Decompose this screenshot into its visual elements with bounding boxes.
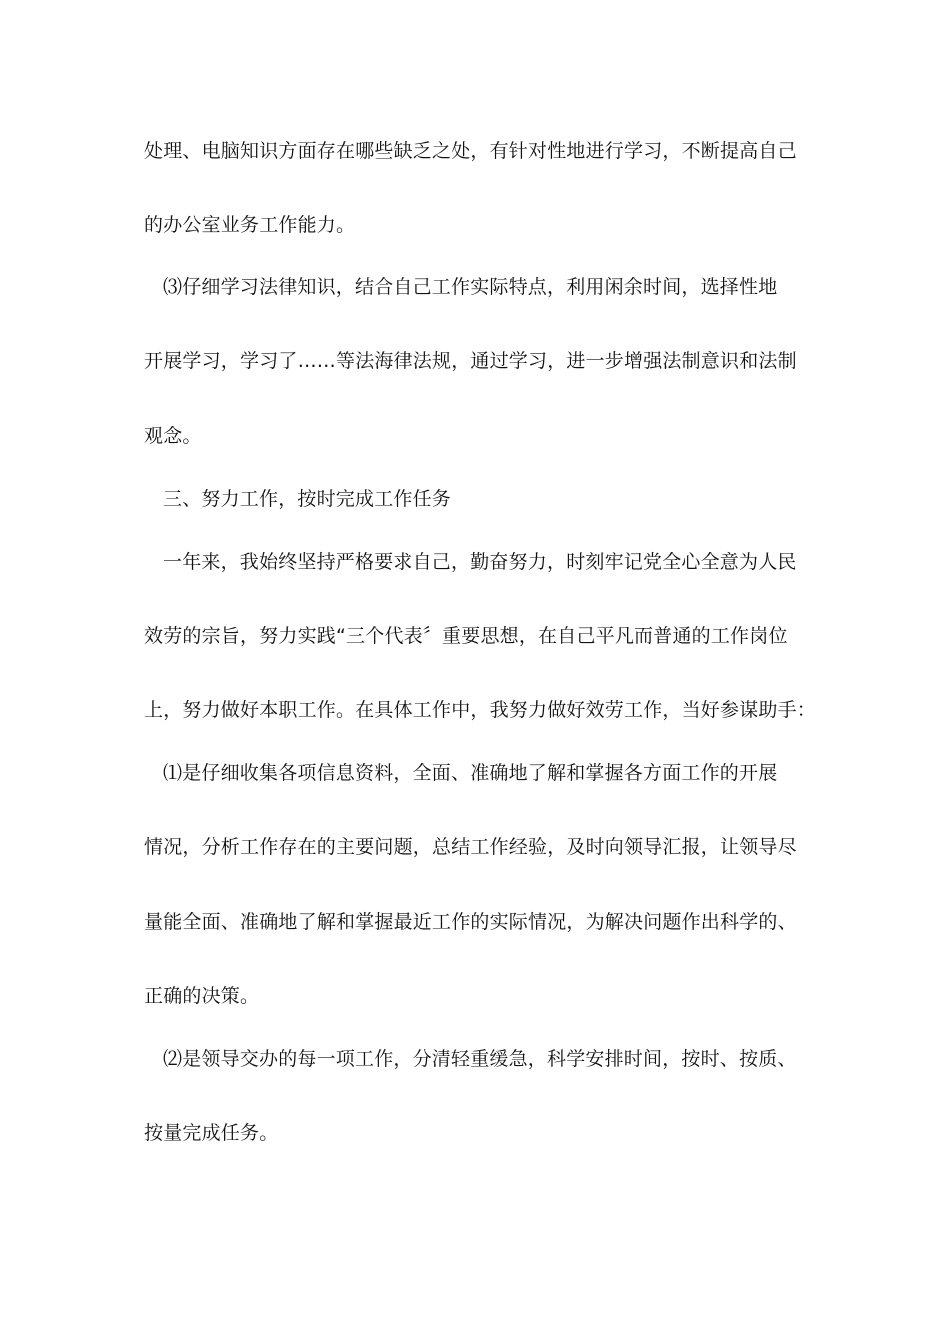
text-line-15: 按量完成任务。 xyxy=(144,1122,279,1144)
text-line-13: 正确的决策。 xyxy=(144,985,260,1007)
section-heading: 三、努力工作，按时完成工作任务 xyxy=(163,488,452,510)
text-line-10: ⑴是仔细收集各项信息资料，全面、准确地了解和掌握各方面工作的开展 xyxy=(163,762,778,784)
text-line-12: 量能全面、准确地了解和掌握最近工作的实际情况，为解决问题作出科学的、 xyxy=(144,911,797,933)
text-line-9: 上，努力做好本职工作。在具体工作中，我努力做好效劳工作，当好参谋助手： xyxy=(144,699,817,721)
text-line-5: 观念。 xyxy=(144,425,202,447)
text-line-4: 开展学习，学习了……等法海律法规，通过学习，进一步增强法制意识和法制 xyxy=(144,350,797,372)
text-line-14: ⑵是领导交办的每一项工作，分清轻重缓急，科学安排时间，按时、按质、 xyxy=(163,1048,797,1070)
text-line-7: 一年来，我始终坚持严格要求自己，勤奋努力，时刻牢记党全心全意为人民 xyxy=(163,551,797,573)
text-line-11: 情况，分析工作存在的主要问题，总结工作经验，及时向领导汇报，让领导尽 xyxy=(144,836,797,858)
text-line-8: 效劳的宗旨，努力实践“三个代表〞重要思想，在自己平凡而普通的工作岗位 xyxy=(144,625,788,647)
text-line-1: 处理、电脑知识方面存在哪些缺乏之处，有针对性地进行学习，不断提高自己 xyxy=(144,140,797,162)
text-line-3: ⑶仔细学习法律知识，结合自己工作实际特点，利用闲余时间，选择性地 xyxy=(163,276,778,298)
text-line-2: 的办公室业务工作能力。 xyxy=(144,214,356,236)
